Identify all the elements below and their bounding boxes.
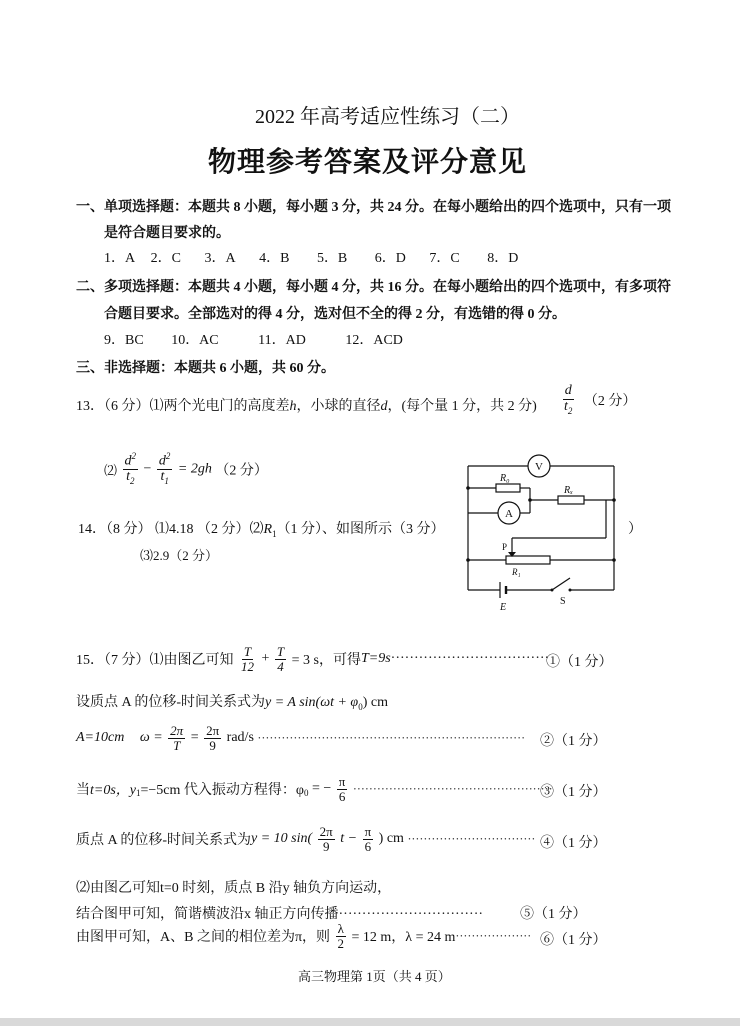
- section3-intro: 三、非选择题：本题共 6 小题，共 60 分。: [76, 361, 335, 376]
- junction-dot-3: [612, 498, 616, 502]
- q15-line5-dots: ································: [407, 831, 536, 846]
- q15-line4-eq: = −: [311, 781, 332, 797]
- q15-line4-t: t=0s，y: [90, 783, 136, 799]
- q15-line5-tail: ) cm: [378, 831, 404, 847]
- q13-eq-t1-sub: 1: [164, 476, 169, 487]
- q13-text: 13．（6 分）⑴两个光电门的高度差: [76, 399, 290, 414]
- q15-line5: [76, 825, 535, 853]
- q13-frac-den: t: [564, 398, 568, 414]
- q15-frac3-den: T: [173, 737, 181, 753]
- q15-frac-pi-6b: [363, 825, 374, 853]
- q15-line2-sub: 0: [358, 701, 363, 712]
- answer-12: 12．ACD: [345, 333, 403, 348]
- ammeter-label: A: [505, 508, 513, 520]
- circuit-diagram: [466, 458, 626, 613]
- page-title: 物理参考答案及评分意见: [208, 145, 528, 178]
- q15-line5-pre: 质点 A 的位移-时间关系式为: [76, 833, 251, 849]
- q13-frac-num: d: [564, 383, 572, 398]
- answer-3: 3．A: [204, 251, 236, 266]
- q13-frac-b: [157, 452, 173, 487]
- switch-dot-left: [551, 589, 554, 592]
- voltmeter-label: V: [535, 461, 543, 473]
- q13-mid: ，小球的直径: [296, 399, 381, 414]
- q14-line2: ⑶2.9（2 分）: [140, 548, 219, 563]
- answer-11: 11．AD: [258, 333, 306, 348]
- q15-frac7-den: 6: [364, 838, 372, 854]
- q14-line1: [78, 518, 445, 539]
- q15-frac3-num: 2π: [170, 723, 184, 738]
- q15-line7: [76, 903, 483, 923]
- q15-mark6: ⑥（1 分）: [540, 933, 607, 948]
- page-subtitle-year: 2022 年高考适应性练习（二）: [255, 106, 520, 128]
- q15-line2: [76, 691, 388, 712]
- q13-eq-t2-sub: 2: [129, 476, 135, 487]
- q15-line6: ⑵由图乙可知t=0 时刻，质点 B 沿y 轴负方向运动，: [76, 881, 392, 896]
- q15-mark3: ③（1 分）: [540, 785, 607, 800]
- switch-s-label: S: [560, 596, 566, 607]
- answer-10: 10．AC: [171, 333, 219, 348]
- q15-line3: [76, 724, 525, 752]
- q15-mark1: ①（1 分）: [546, 655, 613, 670]
- q15-line3-unit: rad/s: [226, 730, 254, 746]
- answer-1: 1．A: [104, 251, 136, 266]
- q13-part2: [104, 452, 268, 487]
- q15-line3-dots: ···································································: [257, 730, 526, 745]
- q15-frac-t4: [275, 645, 286, 673]
- battery-e-label: E: [500, 602, 507, 613]
- section2-intro-line2: 合题目要求。全部选对的得 4 分，选对但不全的得 2 分，有选错的得 0 分。: [104, 307, 566, 322]
- q13-eq-sup1: 2: [131, 451, 137, 461]
- rx-label: Rₓ: [564, 485, 573, 496]
- q15-line5-eq: y = 10 sin(: [251, 831, 313, 847]
- q15-line1-dots: ··································: [390, 651, 550, 667]
- q13-score1: （2 分）: [583, 393, 637, 409]
- q15-line2-eq: y = A sin(ωt + φ: [265, 695, 359, 710]
- section1-answers: [104, 247, 518, 267]
- q13-tail: ，(每个量 1 分，共 2 分): [387, 399, 537, 414]
- q13-frac-a: [123, 452, 139, 487]
- q15-frac6-num: 2π: [319, 824, 333, 839]
- q15-mark4: ④（1 分）: [540, 836, 607, 851]
- q15-frac7-num: π: [364, 824, 372, 839]
- q13-frac-den-sub: 2: [567, 405, 573, 416]
- q13-fraction: [560, 384, 636, 416]
- q13-d: d: [380, 399, 388, 414]
- q13-eq-d2: d: [158, 453, 166, 469]
- answer-8: 8．D: [487, 251, 519, 266]
- page-footer: 高三物理第 1页（共 4 页）: [298, 969, 451, 984]
- q15-frac8-den: 2: [337, 935, 345, 951]
- r1-label: R₁: [512, 567, 521, 577]
- answer-2: 2．C: [150, 251, 181, 266]
- q15-line4-sub: 1: [136, 788, 141, 799]
- answer-5: 5．B: [316, 251, 348, 266]
- q14-text: 14．（8 分） ⑴4.18 （2 分）⑵: [78, 522, 264, 537]
- page-bottom-divider: [0, 1018, 740, 1026]
- q15-frac2-den: 4: [277, 658, 284, 674]
- q13-score2: （2 分）: [215, 463, 268, 479]
- junction-dot-1: [466, 486, 470, 490]
- q15-frac6-den: 9: [322, 838, 330, 854]
- q15-line2-tail: ) cm: [362, 695, 388, 710]
- q15-frac4-den: 9: [209, 737, 216, 753]
- q13-eq-t1: t: [160, 469, 165, 485]
- q15-line4: [76, 775, 553, 803]
- q15-line1-pre: 15．（7 分）⑴由图乙可知: [76, 653, 234, 669]
- q15-frac5-den: 6: [338, 788, 346, 804]
- q15-line5-t: t −: [340, 831, 358, 847]
- section2-intro-line1: 二、多项选择题：本题共 4 小题，每小题 4 分，共 16 分。在每小题给出的四个选项中，有多项符: [76, 280, 671, 295]
- answer-4: 4．B: [259, 251, 290, 266]
- q15-frac8-num: λ: [337, 921, 344, 936]
- q15-line8-eq: = 12 m，λ = 24 m: [351, 930, 456, 946]
- q14-r1: R: [263, 522, 273, 537]
- q15-frac-2pi-T: [168, 724, 185, 752]
- answer-7: 7．C: [429, 251, 460, 266]
- section2-answers: [104, 329, 403, 349]
- q14-close-paren: ）: [628, 522, 642, 537]
- q15-line8-pre: 由图甲可知，A、B 之间的相位差为π，则: [76, 930, 331, 946]
- section1-intro-line1: 一、单项选择题：本题共 8 小题，每小题 3 分，共 24 分。在每小题给出的四个选项中，只有一项: [76, 200, 671, 215]
- slider-p-label: P: [502, 542, 508, 552]
- q15-line2-text: 设质点 A 的位移-时间关系式为: [76, 695, 265, 710]
- q15-frac1-num: T: [243, 644, 252, 659]
- q15-frac-2pi-9: [204, 724, 221, 752]
- q15-line4-sub0: 0: [303, 788, 309, 799]
- q15-line4-mid: =−5cm 代入振动方程得：φ: [140, 783, 304, 799]
- q14-r1-sub: 1: [272, 528, 277, 539]
- q15-mark5: ⑤（1 分）: [520, 907, 587, 922]
- q15-plus: +: [261, 651, 270, 667]
- q15-mark2: ②（1 分）: [540, 734, 607, 749]
- q15-line8-dots: ···················: [455, 928, 532, 943]
- q15-line7-text: 结合图甲可知，简谐横波沿x 轴正方向传播·······························: [76, 907, 484, 922]
- q15-line4-dots: ··················································: [352, 781, 553, 796]
- q15-eq-sign: =: [190, 730, 199, 746]
- q15-line1-T: T=9s: [360, 651, 391, 667]
- q13-eq-minus: −: [143, 461, 152, 477]
- q15-frac2-num: T: [276, 644, 285, 659]
- q13-h: h: [289, 399, 297, 414]
- junction-dot-4: [466, 558, 470, 562]
- q15-frac-pi-6: [337, 775, 348, 803]
- q15-frac4-num: 2π: [206, 723, 220, 738]
- q13-eq-sup2: 2: [165, 451, 171, 461]
- r0-label: R₀: [500, 473, 510, 484]
- q13-d-over-t2: [562, 384, 574, 416]
- q13-eq-rhs: = 2gh: [177, 461, 212, 477]
- q15-line8: [76, 922, 531, 950]
- q15-frac-t12: [239, 645, 256, 673]
- q15-line1: [76, 645, 549, 673]
- q15-frac-lambda-2: [336, 922, 347, 950]
- q15-line4-pre: 当: [76, 783, 90, 799]
- q15-line1-eq: = 3 s，可得: [291, 653, 361, 669]
- q14-tail: （1 分）、如图所示（3 分）: [276, 522, 445, 537]
- q15-frac5-num: π: [338, 774, 346, 789]
- q13-eq-d1: d: [124, 453, 132, 469]
- q13-eq-t2: t: [126, 469, 130, 485]
- switch-dot-right: [569, 589, 572, 592]
- q15-frac1-den: 12: [241, 658, 254, 674]
- junction-dot-2: [528, 498, 532, 502]
- q13-part1: [76, 395, 537, 415]
- q15-frac-2pi-9b: [318, 825, 335, 853]
- junction-dot-5: [612, 558, 616, 562]
- answer-6: 6．D: [374, 251, 406, 266]
- q15-line3-omega: ω =: [139, 730, 163, 746]
- section1-intro-line2: 是符合题目要求的。: [104, 226, 230, 241]
- q15-line3-A: A=10cm: [76, 730, 125, 746]
- q13-part2-label: ⑵: [104, 462, 118, 478]
- answer-9: 9．BC: [104, 333, 144, 348]
